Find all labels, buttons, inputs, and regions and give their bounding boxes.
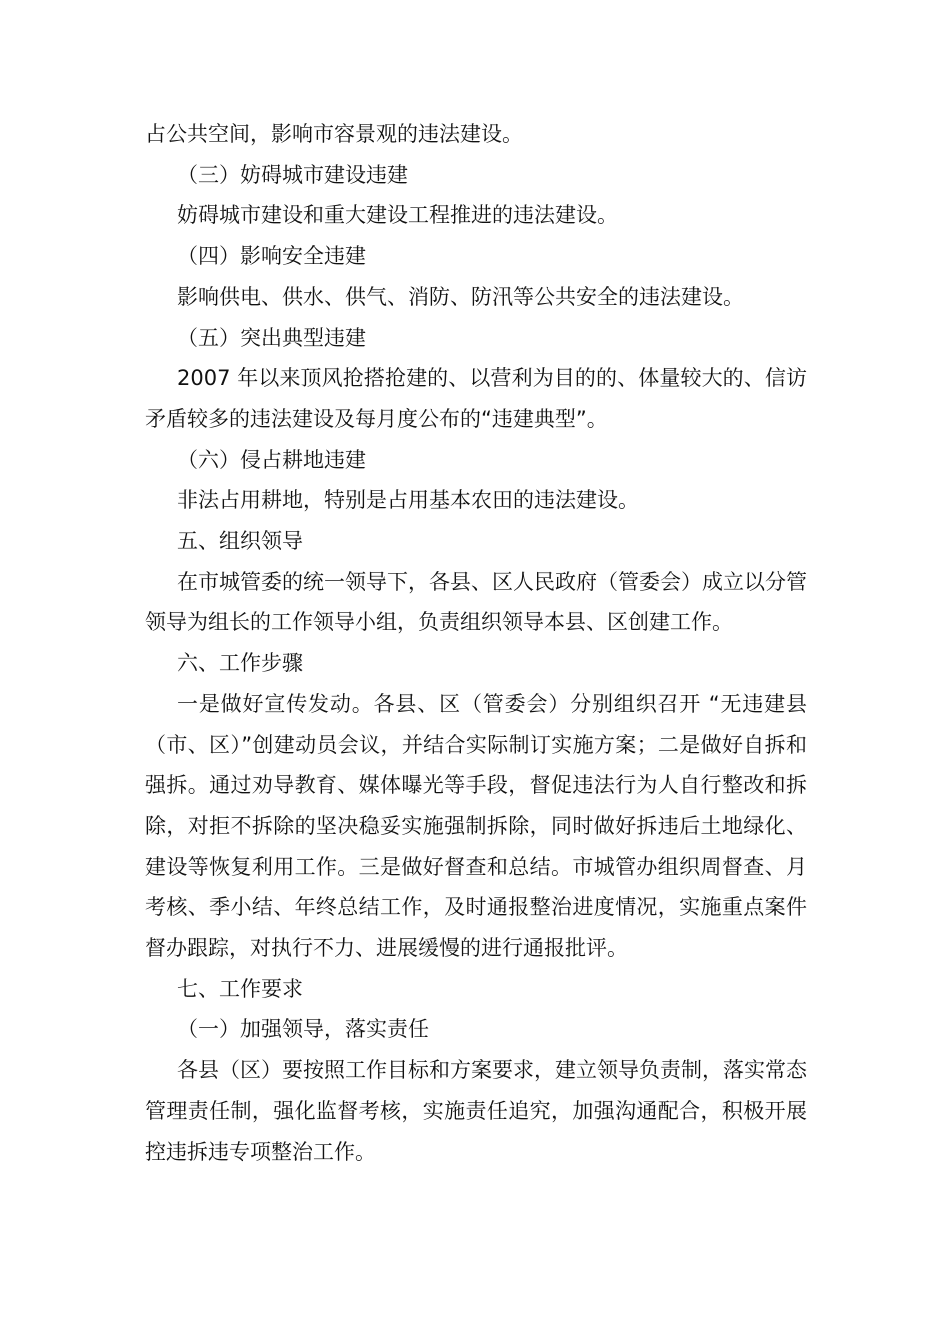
section-heading: 六、工作步骤: [177, 651, 303, 676]
paragraph: 占公共空间，影响市容景观的违法建设。: [145, 122, 523, 146]
paragraph: 非法占用耕地，特别是占用基本农田的违法建设。: [177, 488, 639, 513]
paragraph: 妨碍城市建设和重大建设工程推进的违法建设。: [177, 203, 618, 228]
document-body: [145, 114, 807, 1172]
section-heading: （六）侵占耕地违建: [177, 447, 366, 472]
paragraph: 各县（区）要按照工作目标和方案要求，建立领导负责制，落实常态管理责任制，强化监督考核，实施责任追究，加强沟通配合，积极开展控违拆违专项整治工作。: [145, 1058, 807, 1164]
section-heading: （一）加强领导，落实责任: [177, 1017, 429, 1042]
section-heading: （三）妨碍城市建设违建: [177, 162, 408, 187]
paragraph: 在市城管委的统一领导下，各县、区人民政府（管委会）成立以分管领导为组长的工作领导小组，负责组织领导本县、区创建工作。: [145, 569, 807, 635]
section-heading: （五）突出典型违建: [177, 325, 366, 350]
paragraph: 一是做好宣传发动。各县、区（管委会）分别组织召开 “无违建县（市、区）”创建动员会议，并结合实际制订实施方案；二是做好自拆和强拆。通过劝导教育、媒体曝光等手段，督促违法行为人自行整改和拆除，对拒不拆除的坚决稳妥实施强制拆除，同时做好拆违后土地绿化、建设等恢复利用工作。三是做好督查和总结。市城管办组织周督查、月考核、季小结、年终总结工作，及时通报整治进度情况，实施重点案件督办跟踪，对执行不力、进展缓慢的进行通报批评。: [145, 691, 807, 961]
paragraph: 2007 年以来顶风抢搭抢建的、以营利为目的的、体量较大的、信访矛盾较多的违法建设及每月度公布的“违建典型”。: [145, 366, 807, 431]
section-heading: 七、工作要求: [177, 976, 303, 1001]
section-heading: （四）影响安全违建: [177, 244, 366, 269]
section-heading: 五、组织领导: [177, 529, 303, 554]
paragraph: 影响供电、供水、供气、消防、防汛等公共安全的违法建设。: [177, 284, 744, 309]
